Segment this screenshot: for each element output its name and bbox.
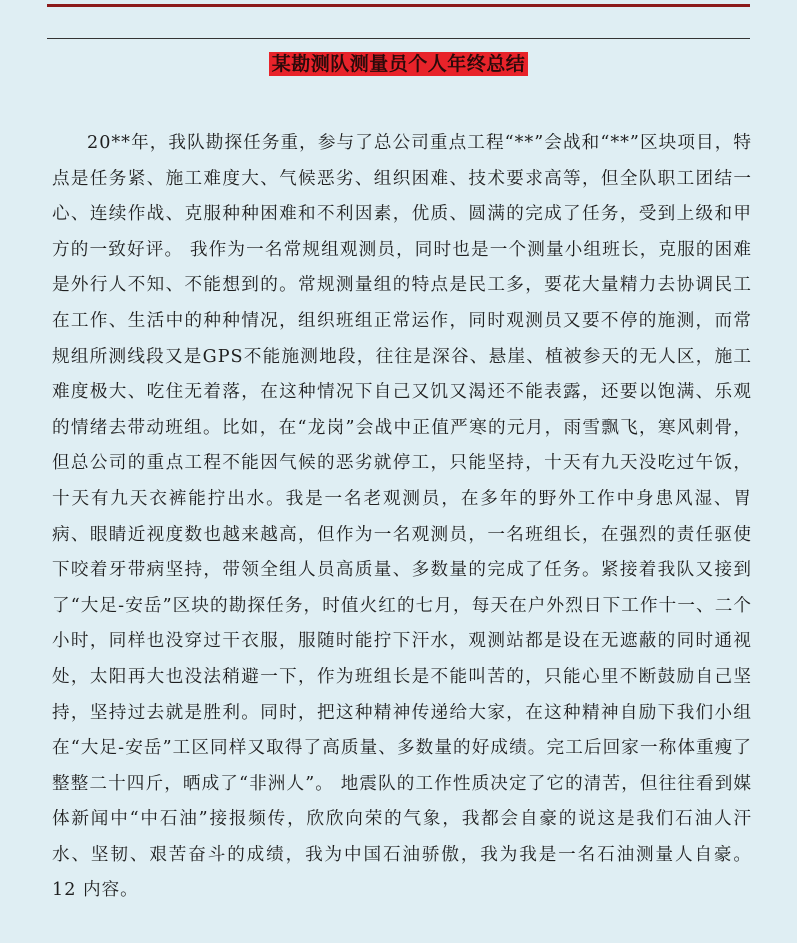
- document-title: 某勘测队测量员个人年终总结: [269, 52, 529, 76]
- top-decorative-rule: [47, 4, 750, 7]
- body-paragraph: 20**年，我队勘探任务重，参与了总公司重点工程“**”会战和“**”区块项目，特点是任务紧、施工难度大、气候恶劣、组织困难、技术要求高等，但全队职工团结一心、连续作战、克服种种困难和不利因素，优质、圆满的完成了任务，受到上级和甲方的一致好评。 我作为一名常规组观测员，同时也是一个测量小组班长，克服的困难是外行人不知、不能想到的。常规测量组的特点是民工多，要花大量精力去协调民工在工作、生活中的种种情况，组织班组正常运作，同时观测员又要不停的施测，而常规组所测线段又是GPS不能施测地段，往往是深谷、悬崖、植被参天的无人区，施工难度极大、吃住无着落，在这种情况下自己又饥又渴还不能表露，还要以饱满、乐观的情绪去带动班组。比如，在“龙岗”会战中正值严寒的元月，雨雪飘飞，寒风刺骨，但总公司的重点工程不能因气候的恶劣就停工，只能坚持，十天有九天没吃过午饭，十天有九天衣裤能拧出水。我是一名老观测员，在多年的野外工作中身患风湿、胃病、眼睛近视度数也越来越高，但作为一名观测员，一名班组长，在强烈的责任驱使下咬着牙带病坚持，带领全组人员高质量、多数量的完成了任务。紧接着我队又接到了“大足-安岳”区块的勘探任务，时值火红的七月，每天在户外烈日下工作十一、二个小时，同样也没穿过干衣服，服随时能拧下汗水，观测站都是设在无遮蔽的同时通视处，太阳再大也没法稍避一下，作为班组长是不能叫苦的，只能心里不断鼓励自己坚持，坚持过去就是胜利。同时，把这种精神传递给大家，在这种精神自励下我们小组在“大足-安岳”工区同样又取得了高质量、多数量的好成绩。完工后回家一称体重瘦了整整二十四斤，晒成了“非洲人”。 地震队的工作性质决定了它的清苦，但往往看到媒体新闻中“中石油”接报频传，欣欣向荣的气象，我都会自豪的说这是我们石油人汗水、坚韧、艰苦奋斗的成绩，我为中国石油骄傲，我为我是一名石油测量人自豪。 12 内容。: [52, 133, 752, 901]
- title-container: [0, 52, 797, 76]
- header-divider: [47, 38, 750, 39]
